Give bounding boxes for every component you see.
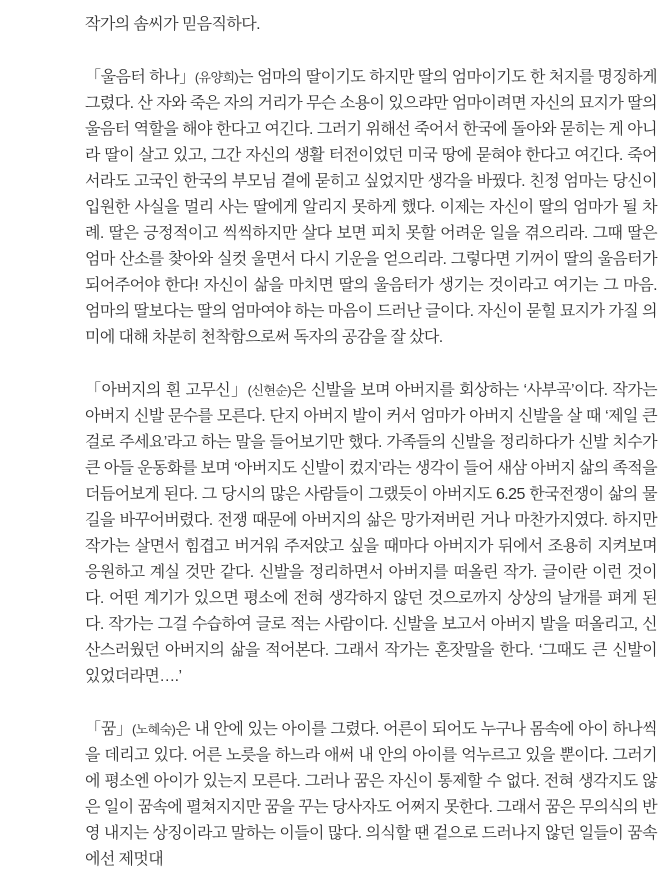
work-title: 「꿈」 <box>85 721 132 738</box>
work-title: 「아버지의 흰 고무신」 <box>85 382 248 399</box>
work-title: 「울음터 하나」 <box>85 69 195 86</box>
review-paragraph-uleumteo <box>85 65 657 351</box>
review-paragraph-kkum <box>85 717 657 872</box>
work-author: (유양희) <box>194 70 239 85</box>
work-author: (노혜숙) <box>131 722 176 737</box>
paragraph-body: 는 엄마의 딸이기도 하지만 딸의 엄마이기도 한 처지를 명징하게 그렸다. 산 자와 죽은 자의 거리가 무슨 소용이 있으랴만 엄마이려면 자신의 묘지가 딸의 울음터 역할을 해야 한다고 여긴다. 그러기 위해선 죽어서 한국에 돌아와 묻히는 게 아니라 딸이 살고 있고, 그간 자신의 생활 터전이었던 미국 땅에 묻혀야 한다고 여긴다. 죽어서라도 고국인 한국의 부모님 곁에 묻히고 싶었지만 생각을 바꿨다. 친정 엄마는 당신이 입원한 사실을 멀리 사는 딸에게 알리지 못하게 했다. 이제는 자신이 딸의 엄마가 될 차례. 딸은 긍정적이고 씩씩하지만 살다 보면 피치 못할 어려운 일을 겪으리라. 그때 딸은 엄마 산소를 찾아와 실컷 울면서 다시 기운을 얻으리라. 그렇다면 기꺼이 딸의 울음터가 되어주어야 한다! 자신이 삶을 마치면 딸의 울음터가 생기는 것이라고 여기는 그 마음. 엄마의 딸보다는 딸의 엄마여야 하는 마음이 드러난 글이다. 자신이 묻힐 묘지가 가질 의미에 대해 차분히 천착함으로써 독자의 공감을 잘 샀다. <box>85 69 657 346</box>
intro-line: 작가의 솜씨가 믿음직하다. <box>85 16 260 33</box>
review-paragraph-gomusin <box>85 378 657 690</box>
paragraph-body: 은 내 안에 있는 아이를 그렸다. 어른이 되어도 누구나 몸속에 아이 하나씩을 데리고 있다. 어른 노릇을 하느라 애써 내 안의 아이를 억누르고 있을 뿐이다. 그러기에 평소엔 아이가 있는지 모른다. 그러나 꿈은 자신이 통제할 수 없다. 전혀 생각지도 않은 일이 꿈속에 펼쳐지지만 꿈을 꾸는 당사자도 어쩌지 못한다. 그래서 꿈은 무의식의 반영 내지는 상징이라고 말하는 이들이 많다. 의식할 땐 겉으로 드러나지 않던 일들이 꿈속에선 제멋대 <box>85 721 657 868</box>
work-author: (신현순) <box>247 383 291 398</box>
paragraph-body: 은 신발을 보며 아버지를 회상하는 ‘사부곡’이다. 작가는 아버지 신발 문수를 모른다. 단지 아버지 발이 커서 엄마가 아버지 신발을 살 때 ‘제일 큰 걸로 주세요’라고 하는 말을 들어보기만 했다. 가족들의 신발을 정리하다가 신발 치수가 큰 아들 운동화를 보며 ‘아버지도 신발이 컸지’라는 생각이 들어 새삼 아버지 삶의 족적을 더듬어보게 된다. 그 당시의 많은 사람들이 그랬듯이 아버지도 6.25 한국전쟁이 삶의 물길을 바꾸어버렸다. 전쟁 때문에 아버지의 삶은 망가져버린 거나 마찬가지였다. 하지만 작가는 살면서 힘겹고 버거워 주저앉고 싶을 때마다 아버지가 뒤에서 조용히 지켜보며 응원하고 계실 것만 같다. 신발을 정리하면서 아버지를 떠올린 작가. 글이란 이런 것이다. 어떤 계기가 있으면 평소에 전혀 생각하지 않던 것으로까지 상상의 날개를 펴게 된다. 작가는 그걸 수습하여 글로 적는 사람이다. 신발을 보고서 아버지 발을 떠올리고, 신산스러웠던 아버지의 삶을 적어본다. 그래서 작가는 혼잣말을 한다. ‘그때도 큰 신발이 있었더라면….’ <box>85 382 658 685</box>
